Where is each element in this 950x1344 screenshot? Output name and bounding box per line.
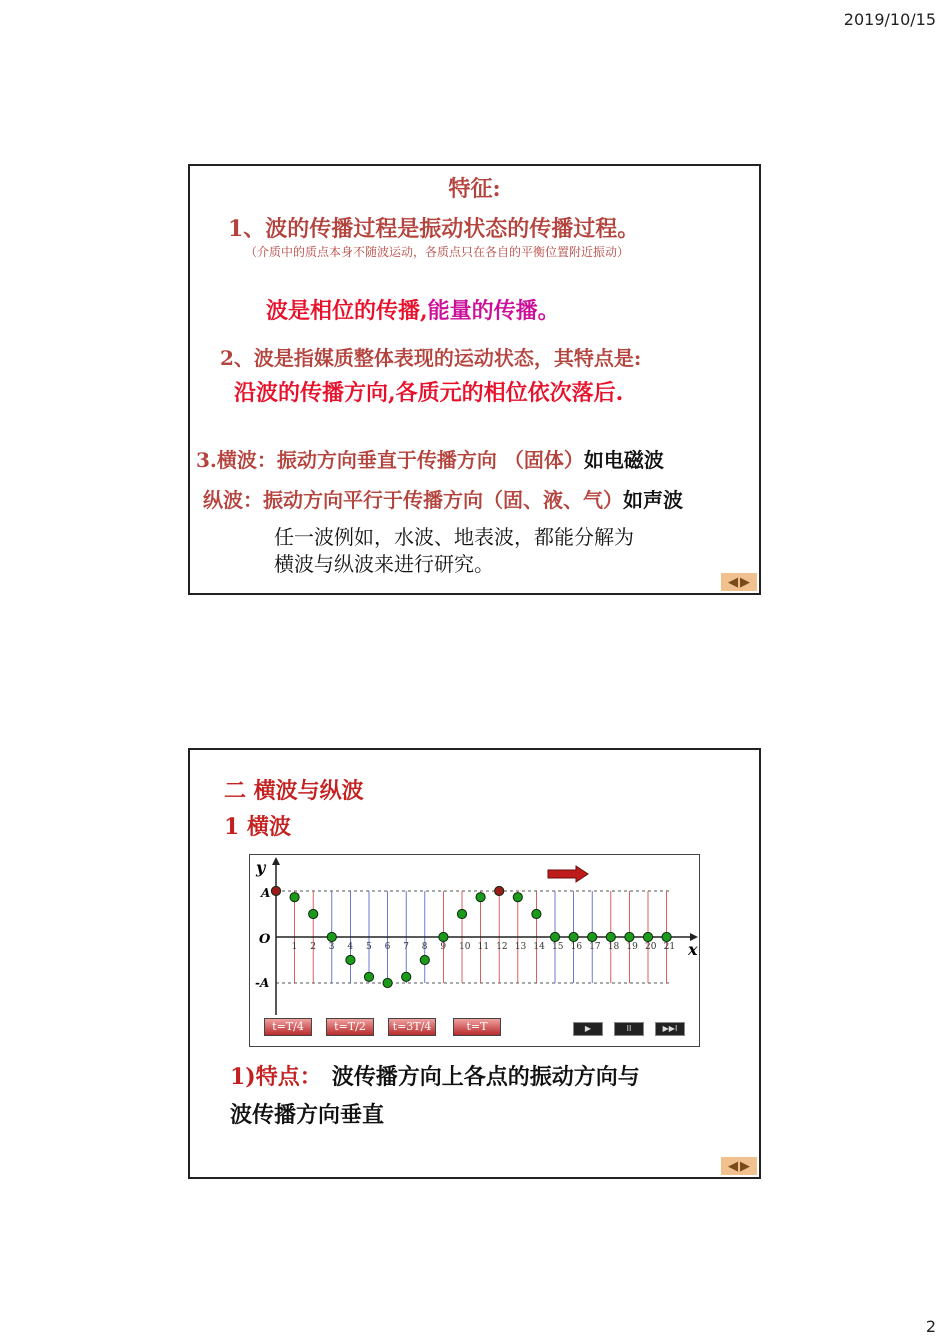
particle (643, 932, 652, 941)
page-number: 2 (925, 1317, 936, 1336)
point-1-note: （介质中的质点本身不随波运动，各质点只在各自的平衡位置附近振动） (245, 245, 630, 259)
tick-label: 5 (366, 942, 372, 952)
point-5-line-1: 任一波例如，水波、地表波，都能分解为 (274, 525, 634, 549)
particle (346, 955, 355, 964)
particle (662, 932, 671, 941)
button-t-three-quarter[interactable]: t=3T/4 (388, 1018, 436, 1036)
slide-nav (721, 1157, 757, 1175)
particle (569, 932, 578, 941)
propagation-arrow-icon (548, 866, 588, 882)
particle (532, 909, 541, 918)
particle (550, 932, 559, 941)
point-2-detail: 沿波的传播方向,各质元的相位依次落后. (234, 380, 624, 406)
particle (309, 909, 318, 918)
play-button[interactable]: ▶ (573, 1022, 603, 1036)
point-2: 2、波是指媒质整体表现的运动状态，其特点是: (220, 346, 642, 370)
tick-label: 12 (496, 942, 508, 952)
slide-title: 特征: (448, 176, 501, 202)
feature-line-2: 波传播方向垂直 (230, 1102, 385, 1128)
prev-arrow-icon[interactable]: ◀ (728, 574, 738, 590)
slide-nav (721, 573, 757, 591)
point-5-line-2: 横波与纵波来进行研究。 (274, 552, 494, 576)
tick-label: 9 (440, 942, 447, 952)
tick-label: 16 (570, 942, 583, 952)
particle (439, 932, 448, 941)
tick-label: 18 (607, 942, 620, 952)
button-t-quarter[interactable]: t=T/4 (264, 1018, 312, 1036)
tick-label: 15 (552, 942, 564, 952)
amplitude-label: A (261, 886, 271, 900)
energy-magenta: 能量的传播。 (427, 298, 560, 324)
feature-label: 1)特点： (230, 1064, 322, 1090)
particle (476, 893, 485, 902)
next-arrow-icon[interactable]: ▶ (740, 1158, 750, 1174)
tick-label: 10 (459, 942, 471, 952)
particle-highlighted (271, 886, 280, 895)
point-4-red: 纵波：振动方向平行于传播方向（固、液、气） (203, 488, 623, 512)
tick-label: 2 (310, 942, 316, 952)
tick-label: 20 (645, 942, 657, 952)
tick-label: 17 (589, 942, 601, 952)
tick-label: 4 (347, 942, 354, 952)
particle (606, 932, 615, 941)
y-axis-arrow-icon (272, 857, 280, 865)
feature-line-1 (230, 1060, 640, 1091)
subsection-heading: 1 横波 (224, 814, 291, 840)
particle (383, 978, 392, 987)
slide-transverse-wave (188, 748, 761, 1179)
particle-highlighted (495, 886, 504, 895)
origin-label: O (259, 932, 271, 947)
point-3 (196, 444, 664, 473)
header-date: 2019/10/15 (843, 10, 936, 29)
button-t-half[interactable]: t=T/2 (326, 1018, 374, 1036)
wave-animation (249, 854, 700, 1047)
point-4 (203, 484, 683, 513)
tick-label: 14 (533, 942, 545, 952)
y-axis-label: y (256, 858, 266, 877)
particle (420, 955, 429, 964)
next-arrow-icon[interactable]: ▶ (740, 574, 750, 590)
particle (625, 932, 634, 941)
particle (364, 972, 373, 981)
point-4-black: 如声波 (623, 488, 683, 512)
point-5 (274, 524, 634, 578)
slide-features (188, 164, 761, 595)
prev-arrow-icon[interactable]: ◀ (728, 1158, 738, 1174)
tick-label: 3 (328, 942, 335, 952)
tick-label: 8 (421, 942, 428, 952)
feature-text: 波传播方向上各点的振动方向与 (331, 1064, 640, 1090)
point-1: 1、波的传播过程是振动状态的传播过程。 (228, 216, 640, 242)
point-3-black: 如电磁波 (583, 448, 664, 472)
tick-label: 13 (514, 942, 527, 952)
particle (290, 893, 299, 902)
energy-red: 波是相位的传播, (266, 298, 428, 324)
neg-amplitude-label: -A (255, 976, 270, 990)
pause-button[interactable]: II (614, 1022, 644, 1036)
x-axis-label: x (688, 940, 698, 959)
particle (513, 893, 522, 902)
particle (402, 972, 411, 981)
tick-label: 21 (663, 942, 676, 952)
tick-label: 7 (403, 942, 409, 952)
particle (457, 909, 466, 918)
tick-label: 19 (626, 942, 638, 952)
particle (327, 932, 336, 941)
point-3-red: 3.横波：振动方向垂直于传播方向 （固体） (196, 448, 584, 472)
energy-statement (266, 294, 560, 325)
tick-label: 6 (384, 942, 391, 952)
tick-label: 11 (477, 942, 490, 952)
tick-label: 1 (291, 942, 298, 952)
particle (588, 932, 597, 941)
section-heading: 二 横波与纵波 (224, 778, 364, 804)
step-end-button[interactable]: ▶▶I (655, 1022, 685, 1036)
button-t-full[interactable]: t=T (453, 1018, 501, 1036)
